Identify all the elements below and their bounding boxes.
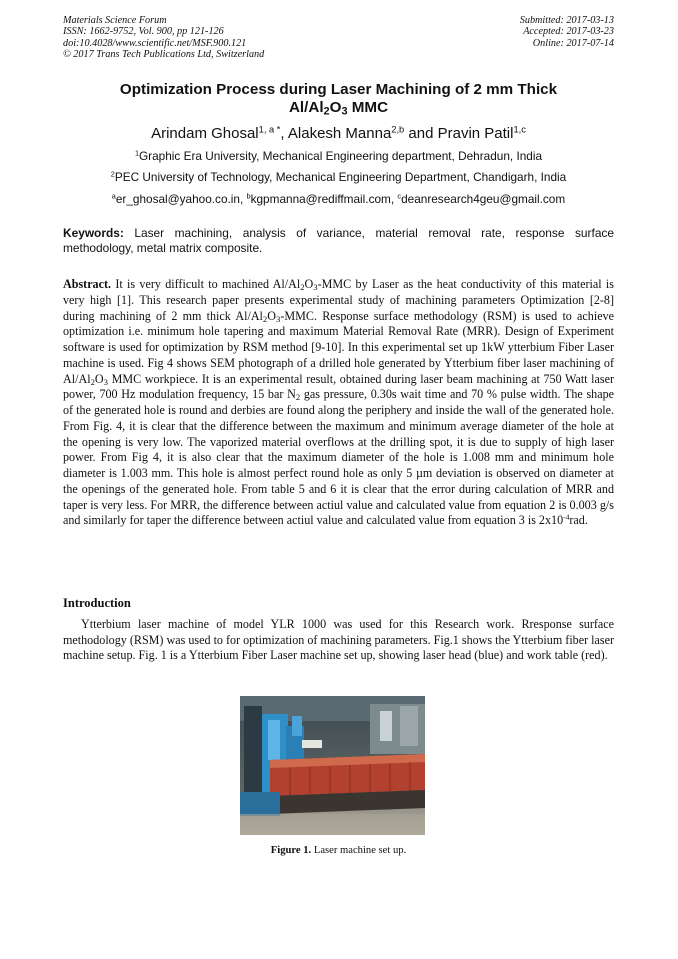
date-accepted: Accepted: 2017-03-23 — [523, 26, 614, 38]
abstract-label: Abstract. — [63, 277, 112, 291]
journal-issn: ISSN: 1662-9752, Vol. 900, pp 121-126 — [63, 26, 224, 38]
abstract: Abstract. It is very difficult to machined $Al/Al_2O_3$-MMC by Laser as the heat conductivity of this material is very high [1]. This research paper presents experimental study of machining parameters Optimization [2-8] during machining of 2 mm thick $Al/Al_2O_3$-MMC. Response surface methodology (RSM) is used to achieve optimization i.e. minimum hole tapering and maximum Material Removal Rate (MRR). Design of Experiment software is used for optimization by RSM method [9-10]. In this experimental set up 1kW ytterbium Fiber Laser machine is used. Fig 4 shows SEM photograph of a drilled hole generated by Ytterbium fiber laser machining of $Al/Al_2O_3$ MMC workpiece. It is an experimental result, obtained during laser beam machining at 750 Watt laser power, 700 Hz modulation frequency, 15 bar $N_2$ gas pressure, 0.30s wait time and 70 % pulse width. The shape of the generated hole is round and derbies are found along the periphery and inside the wall of the generated hole. From Fig. 4, it is clear that the difference between the maximum and minimum average diameter of the hole at the opening is very low. The vaporized material overflows at the drilling spot, it is due to supply of high laser power. From Fig 4, it is also clear that the maximum diameter of the hole is 1.008 mm and minimum hole diameter is 1.003 mm. This hole is almost perfect round hole as only 5 µm deviation is observed on diameter at the openings of the generated hole. From table 5 and 6 it is clear that the error during calculation of MRR and taper is very less. For MRR, the difference between actiul value and calculated value from equation 2 is 0.003 g/s and similarly for taper the difference between actiul value and calculated value from equation 3 is $2x10^{-4}rad$. — [63, 277, 614, 528]
journal-header — [63, 15, 264, 61]
author-affiliation-mark: 2,b — [391, 124, 405, 135]
journal-name: Materials Science Forum — [63, 15, 167, 26]
title-line-2: $Al/Al_2O_3$ MMC — [288, 99, 389, 118]
paper-title — [63, 81, 614, 117]
journal-doi: doi:10.4028/www.scientific.net/MSF.900.121 — [63, 37, 247, 49]
laser-machine-photo — [240, 696, 425, 835]
figure-label: Figure 1. — [270, 845, 312, 856]
section-heading-introduction: Introduction — [63, 596, 131, 610]
author-affiliation-mark: 1,c — [513, 124, 526, 135]
journal-copyright: © 2017 Trans Tech Publications Ltd, Switzerland — [63, 49, 265, 61]
affiliation-1: $^1$Graphic Era University, Mechanical Engineering department, Dehradun, India — [134, 148, 543, 163]
email-link[interactable]: er_ghosal@yahoo.co.in, — [115, 192, 247, 206]
author-list: Arindam Ghosal$^{1, a *}$, Alakesh Manna$^{2,b}$ and Pravin Patil$^{1,c}$ — [151, 124, 526, 142]
email-link[interactable]: kgpmanna@rediffmail.com, — [250, 192, 398, 206]
date-submitted: Submitted: 2017-03-13 — [519, 15, 614, 26]
keywords-text: Laser machining, analysis of variance, material removal rate, response surface methodology, metal matrix composite. — [63, 226, 614, 256]
author-affiliation-mark: 1, a * — [258, 124, 281, 135]
keywords-label: Keywords: — [63, 226, 124, 240]
introduction-paragraph: Ytterbium laser machine of model YLR 1000 was used for this Research work. Rresponse surface methodology (RSM) was used to for optimization of machining parameters. Fig.1 shows the Ytterbium fiber laser machine setup. Fig. 1 is a Ytterbium Fiber Laser machine set up, showing laser head (blue) and work table (red). — [63, 617, 614, 663]
author-name: Alakesh Manna — [287, 125, 392, 142]
author-name: Pravin Patil — [437, 125, 514, 142]
author-name: Arindam Ghosal — [151, 125, 259, 142]
keywords — [63, 226, 614, 257]
title-line-1: Optimization Process during Laser Machining of 2 mm Thick — [119, 81, 558, 98]
author-emails: $^a$er_ghosal@yahoo.co.in, $^b$kgpmanna@rediffmail.com, $^c$deanresearch4geu@gmail.com — [111, 191, 566, 206]
affiliation-2: $^2$PEC University of Technology, Mechanical Engineering Department, Chandigarh, India — [110, 169, 567, 184]
email-link[interactable]: deanresearch4geu@gmail.com — [401, 192, 566, 206]
date-online: Online: 2017-07-14 — [532, 37, 614, 49]
dates-header — [520, 15, 614, 49]
figure-caption — [63, 845, 614, 856]
figure-caption-text: Laser machine set up. — [311, 845, 407, 856]
